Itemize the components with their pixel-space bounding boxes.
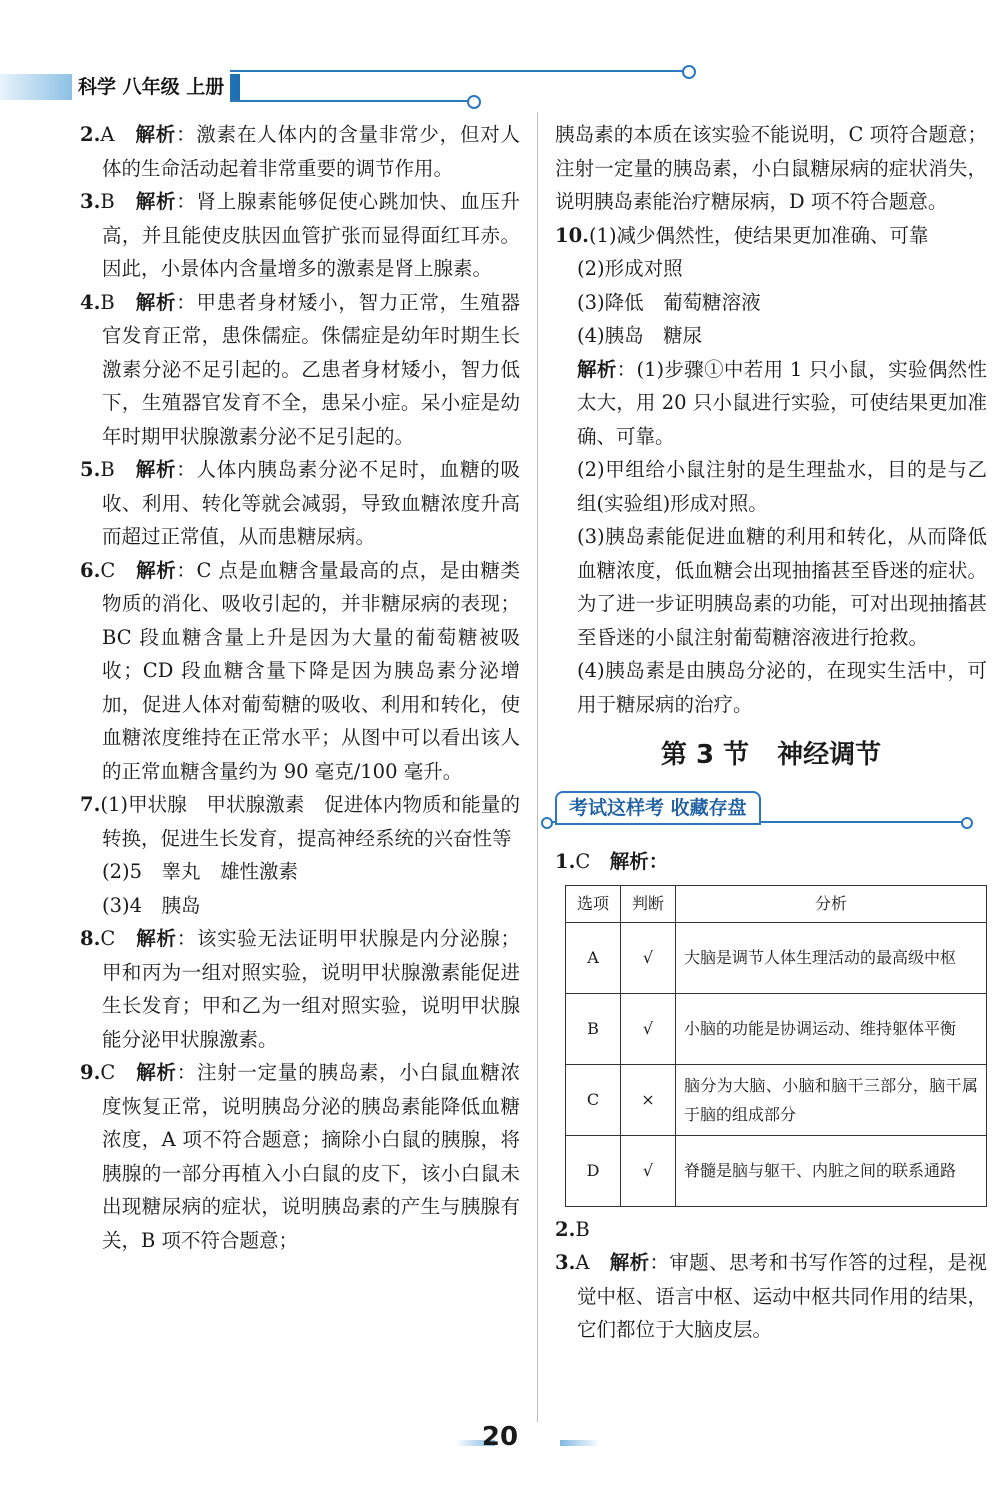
analysis-cell: 小脑的功能是协调运动、维持躯体平衡	[676, 993, 987, 1064]
answer-item: 4.B 解析：甲患者身材矮小，智力正常，生殖器官发育正常，患侏儒症。侏儒症是幼年时期生长激素分泌不足引起的。乙患者身材矮小，智力低下，生殖器官发育不全，患呆小症。呆小症是幼年时期甲状腺激素分泌不足引起的。	[80, 290, 520, 448]
banner-dot-icon	[541, 817, 553, 829]
analysis-cell: 脊髓是脑与躯干、内脏之间的联系通路	[676, 1135, 987, 1206]
page-footer	[0, 1422, 1000, 1462]
header-dot-icon	[682, 65, 696, 79]
check-icon: √	[621, 1135, 676, 1206]
analysis-text: (2)甲组给小鼠注射的是生理盐水，目的是与乙组(实验组)形成对照。	[577, 458, 987, 515]
answer-item: 1.C 解析：	[555, 850, 669, 873]
answer-item: 5.B 解析：人体内胰岛素分泌不足时，血糖的吸收、利用、转化等就会减弱，导致血糖浓度升高而超过正常值，从而患糖尿病。	[80, 458, 520, 548]
section-banner	[543, 787, 987, 831]
analysis-text: (4)胰岛素是由胰岛分泌的，在现实生活中，可用于糖尿病的治疗。	[577, 659, 987, 716]
answer-subitem: (3)4 胰岛	[102, 893, 201, 917]
answer-item: 2.A 解析：激素在人体内的含量非常少，但对人体的生命活动起着非常重要的调节作用。	[80, 123, 520, 180]
right-column	[555, 118, 987, 1347]
check-icon: √	[621, 993, 676, 1064]
option-cell: A	[566, 922, 621, 993]
answer-subitem: (4)胰岛 糖尿	[577, 324, 703, 347]
header-rule-top	[230, 70, 685, 72]
section-title: 第 3 节 神经调节	[660, 740, 882, 770]
option-cell: B	[566, 993, 621, 1064]
cross-icon: ×	[621, 1064, 676, 1135]
answer-item: 8.C 解析：该实验无法证明甲状腺是内分泌腺；甲和丙为一组对照实验，说明甲状腺激素能促进生长发育；甲和乙为一组对照实验，说明甲状腺能分泌甲状腺激素。	[80, 927, 520, 1051]
table-header: 分析	[676, 885, 987, 922]
answer-subitem: (2)形成对照	[577, 257, 683, 280]
check-icon: √	[621, 922, 676, 993]
banner-dot-icon	[961, 817, 973, 829]
header-dot-icon	[467, 95, 481, 109]
answer-subitem: (3)降低 葡萄糖溶液	[577, 290, 761, 314]
answer-item: 9.C 解析：注射一定量的胰岛素，小白鼠血糖浓度恢复正常，说明胰岛分泌的胰岛素能降低血糖浓度，A 项不符合题意；摘除小白鼠的胰腺，将胰腺的一部分再植入小白鼠的皮下，该小白鼠未出现糖尿病的症状，说明胰岛素的产生与胰腺有关，B 项不符合题意；	[80, 1061, 520, 1252]
analysis-text: (3)胰岛素能促进血糖的利用和转化，从而降低血糖浓度，低血糖会出现抽搐甚至昏迷的症状。为了进一步证明胰岛素的功能，可对出现抽搐甚至昏迷的小鼠注射葡萄糖溶液进行抢救。	[577, 525, 987, 649]
table-header: 判断	[621, 885, 676, 922]
banner-label: 考试这样考 收藏存盘	[555, 791, 761, 825]
analysis-cell: 脑分为大脑、小脑和脑干三部分，脑干属于脑的组成部分	[676, 1064, 987, 1135]
option-cell: D	[566, 1135, 621, 1206]
option-cell: C	[566, 1064, 621, 1135]
left-column	[80, 118, 520, 1257]
answer-item: 3.A 解析：审题、思考和书写作答的过程，是视觉中枢、语言中枢、运动中枢共同作用的结果，它们都位于大脑皮层。	[555, 1251, 987, 1341]
answer-subitem: (2)5 睾丸 雄性激素	[102, 860, 299, 883]
answer-continuation: 胰岛素的本质在该实验不能说明，C 项符合题意；注射一定量的胰岛素，小白鼠糖尿病的症状消失，说明胰岛素能治疗糖尿病，D 项不符合题意。	[555, 123, 987, 213]
answer-item: 2.B	[555, 1217, 590, 1241]
table-row	[566, 993, 987, 1064]
header-rule-bottom	[230, 100, 470, 102]
column-divider	[537, 112, 538, 1422]
answer-item: 3.B 解析：肾上腺素能够促使心跳加快、血压升高，并且能使皮肤因血管扩张而显得面红耳赤。因此，小景体内含量增多的激素是肾上腺素。	[80, 190, 520, 280]
answer-item: 7.(1)甲状腺 甲状腺激素 促进体内物质和能量的转换，促进生长发育，提高神经系统的兴奋性等	[80, 793, 520, 850]
footer-decoration	[560, 1440, 600, 1446]
answer-item: 6.C 解析：C 点是血糖含量最高的点，是由糖类物质的消化、吸收引起的，并非糖尿病的表现；BC 段血糖含量上升是因为大量的葡萄糖被吸收；CD 段血糖含量下降是因为胰岛素分泌增加，促进人体对葡萄糖的吸收、利用和转化，使血糖浓度维持在正常水平；从图中可以看出该人的正常血糖含量约为 90 毫克/100 毫升。	[80, 558, 520, 783]
table-row	[566, 1064, 987, 1135]
table-header: 选项	[566, 885, 621, 922]
table-row	[566, 1135, 987, 1206]
analysis-table	[565, 885, 987, 1207]
page-header	[0, 60, 700, 110]
analysis-cell: 大脑是调节人体生理活动的最高级中枢	[676, 922, 987, 993]
answer-item: 10.(1)减少偶然性，使结果更加准确、可靠	[555, 223, 929, 247]
table-row	[566, 922, 987, 993]
analysis-text: 解析：(1)步骤①中若用 1 只小鼠，实验偶然性太大，用 20 只小鼠进行实验，可使结果更加准确、可靠。	[577, 357, 987, 448]
book-title: 科学 八年级 上册	[72, 74, 230, 100]
page-number: 20	[481, 1422, 519, 1452]
